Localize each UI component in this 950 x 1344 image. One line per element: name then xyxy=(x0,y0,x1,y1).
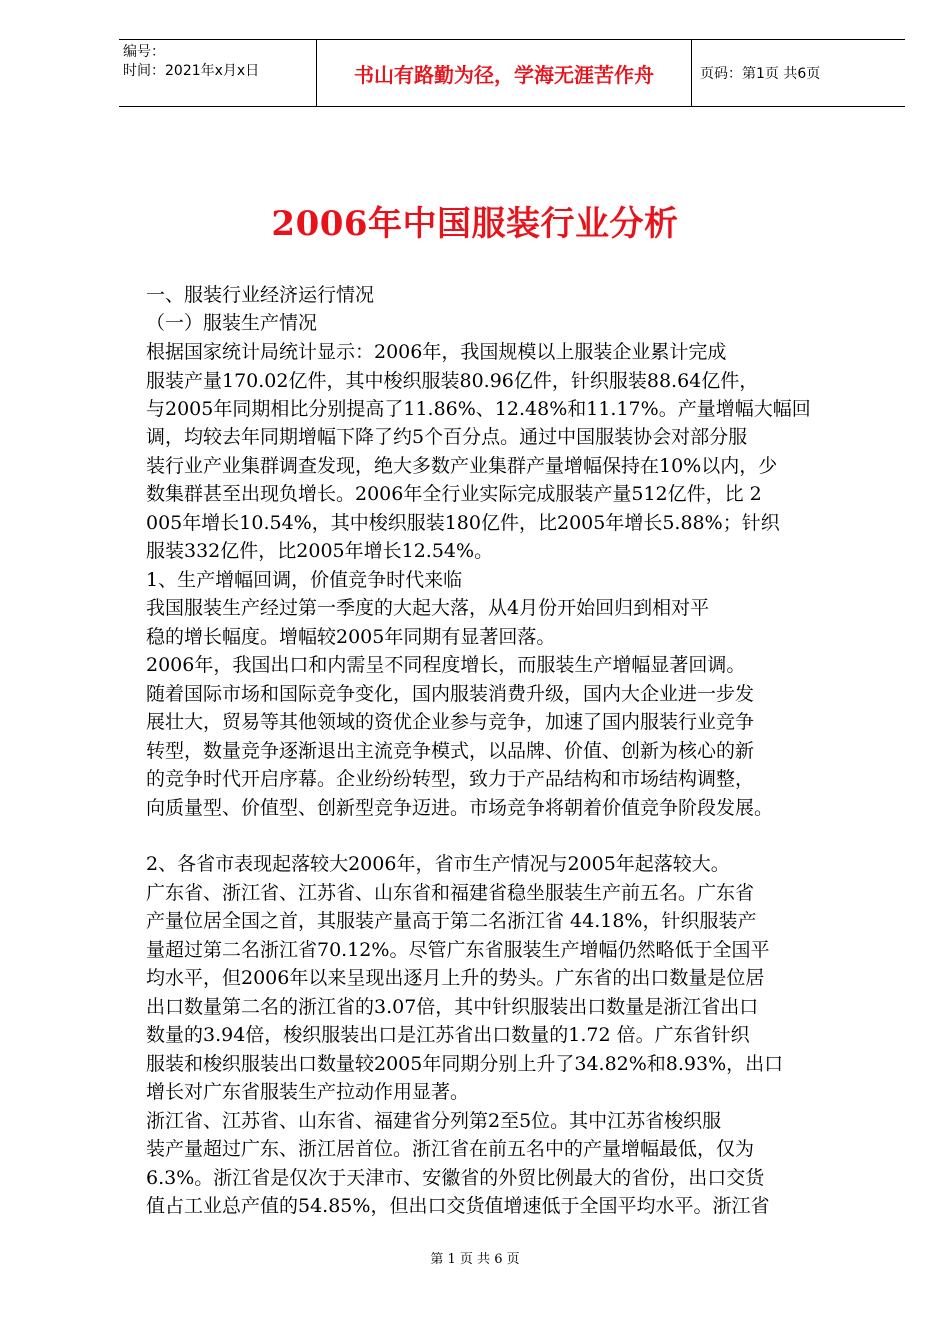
body-line: 值占工业总产值的54.85%，但出口交货值增速低于全国平均水平。浙江省 xyxy=(146,1195,770,1217)
header-info-cell xyxy=(119,40,316,106)
doc-time-label: 时间：2021年x月x日 xyxy=(123,63,260,79)
section-heading: 一、服装行业经济运行情况 xyxy=(146,284,375,306)
body-line: 均水平，但2006年以来呈现出逐月上升的势头。广东省的出口数量是位居 xyxy=(146,967,765,989)
header-motto: 书山有路勤为径，学海无涯苦作舟 xyxy=(354,62,654,87)
body-line: 根据国家统计局统计显示：2006年，我国规模以上服装企业累计完成 xyxy=(146,341,727,363)
header-page-number: 页码：第1页 共6页 xyxy=(700,66,821,82)
body-line: 装产量超过广东、浙江居首位。浙江省在前五名中的产量增幅最低，仅为 xyxy=(146,1138,755,1160)
body-line: 浙江省、江苏省、山东省、福建省分列第2至5位。其中江苏省梭织服 xyxy=(146,1110,722,1132)
body-line: 2006年，我国出口和内需呈不同程度增长，而服装生产增幅显著回调。 xyxy=(146,654,746,676)
body-line: 与2005年同期相比分别提高了11.86%、12.48%和11.17%。产量增幅大幅回 xyxy=(146,398,811,420)
body-line: 服装产量170.02亿件，其中梭织服装80.96亿件，针织服装88.64亿件， xyxy=(146,370,759,392)
doc-number-label: 编号： xyxy=(123,44,165,60)
subsection-heading: 1、生产增幅回调，价值竞争时代来临 xyxy=(146,569,463,591)
body-line: 广东省、浙江省、江苏省、山东省和福建省稳坐服装生产前五名。广东省 xyxy=(146,882,755,904)
body-line: 服装332亿件，比2005年增长12.54%。 xyxy=(146,540,494,562)
body-line: 装行业产业集群调查发现，绝大多数产业集群产量增幅保持在10%以内，少 xyxy=(146,455,778,477)
body-line: 出口数量第二名的浙江省的3.07倍，其中针织服装出口数量是浙江省出口 xyxy=(146,996,759,1018)
body-line: 向质量型、价值型、创新型竞争迈进。市场竞争将朝着价值竞争阶段发展。 xyxy=(146,797,774,819)
body-line: 转型，数量竞争逐渐退出主流竞争模式，以品牌、价值、创新为核心的新 xyxy=(146,740,755,762)
page-footer: 第 1 页 共 6 页 xyxy=(430,1252,520,1267)
body-line: 2、各省市表现起落较大2006年，省市生产情况与2005年起落较大。 xyxy=(146,853,730,875)
body-line: 调，均较去年同期增幅下降了约5个百分点。通过中国服装协会对部分服 xyxy=(146,426,748,448)
document-title: 2006年中国服装行业分析 xyxy=(271,204,679,244)
header-page-cell xyxy=(692,40,905,106)
body-line: 数集群甚至出现负增长。2006年全行业实际完成服装产量512亿件，比 2 xyxy=(146,483,762,505)
body-line: 我国服装生产经过第一季度的大起大落，从4月份开始回归到相对平 xyxy=(146,597,710,619)
body-line: 数量的3.94倍，梭织服装出口是江苏省出口数量的1.72 倍。广东省针织 xyxy=(146,1024,750,1046)
body-line: 展壮大，贸易等其他领域的资优企业参与竞争，加速了国内服装行业竞争 xyxy=(146,711,755,733)
header-motto-cell xyxy=(316,40,692,106)
body-line: 服装和梭织服装出口数量较2005年同期分别上升了34.82%和8.93%，出口 xyxy=(146,1053,784,1075)
body-line: 随着国际市场和国际竞争变化，国内服装消费升级，国内大企业进一步发 xyxy=(146,683,755,705)
page-header xyxy=(119,39,905,107)
subsection-heading: （一）服装生产情况 xyxy=(146,312,318,334)
body-line: 增长对广东省服装生产拉动作用显著。 xyxy=(146,1081,470,1103)
body-line: 稳的增长幅度。增幅较2005年同期有显著回落。 xyxy=(146,626,556,648)
body-line: 6.3%。浙江省是仅次于天津市、安徽省的外贸比例最大的省份，出口交货 xyxy=(146,1167,765,1189)
body-line: 量超过第二名浙江省70.12%。尽管广东省服装生产增幅仍然略低于全国平 xyxy=(146,939,770,961)
body-line: 005年增长10.54%，其中梭织服装180亿件，比2005年增长5.88%；针织 xyxy=(146,512,780,534)
body-line: 产量位居全国之首，其服装产量高于第二名浙江省 44.18%，针织服装产 xyxy=(146,910,757,932)
body-line: 的竞争时代开启序幕。企业纷纷转型，致力于产品结构和市场结构调整， xyxy=(146,768,755,790)
